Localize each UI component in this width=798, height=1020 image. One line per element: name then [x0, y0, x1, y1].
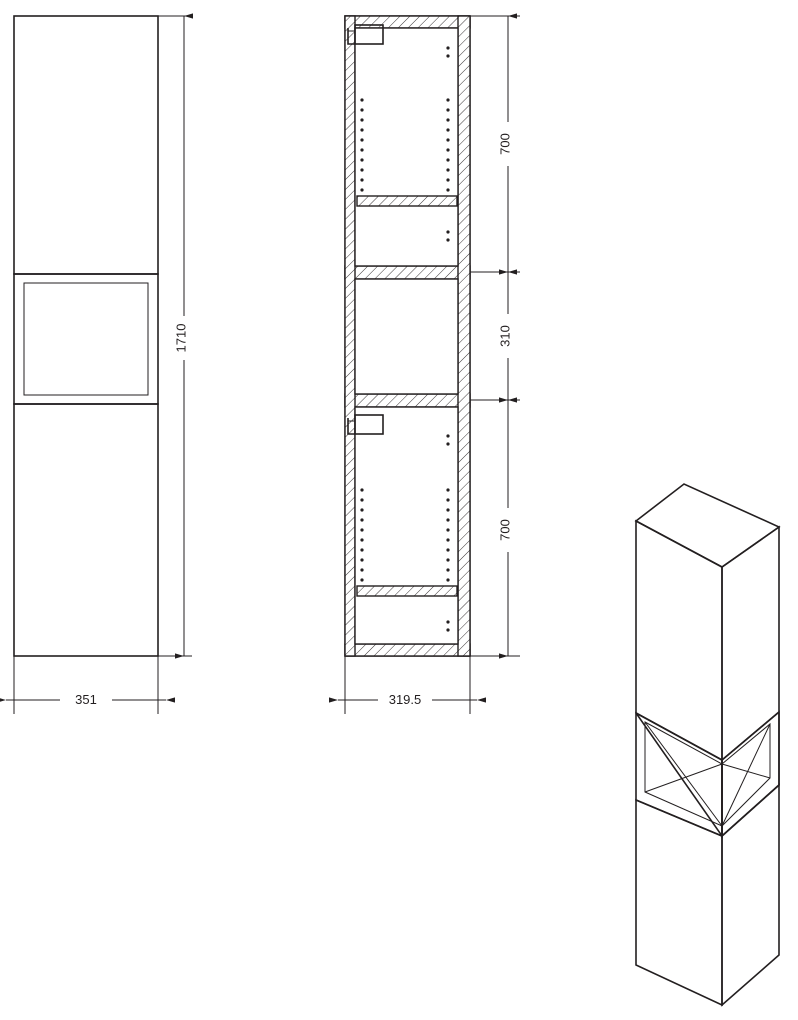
dimension-section-width: [338, 656, 477, 714]
dim-middle-compartment-label: 310: [497, 325, 513, 347]
isometric-view: [636, 484, 779, 1005]
dim-overall-height-label: 1710: [173, 323, 189, 353]
dimension-overall-height: [158, 16, 192, 656]
front-elevation-view: [14, 16, 158, 656]
dim-section-width-label: 319.5: [388, 692, 422, 707]
section-view: [345, 16, 470, 656]
dim-upper-compartment-label: 700: [497, 133, 513, 155]
dim-lower-compartment-label: 700: [497, 519, 513, 541]
dimension-front-width: [6, 656, 166, 714]
dim-front-width-label: 351: [75, 692, 97, 707]
dimension-compartments: [470, 16, 520, 656]
